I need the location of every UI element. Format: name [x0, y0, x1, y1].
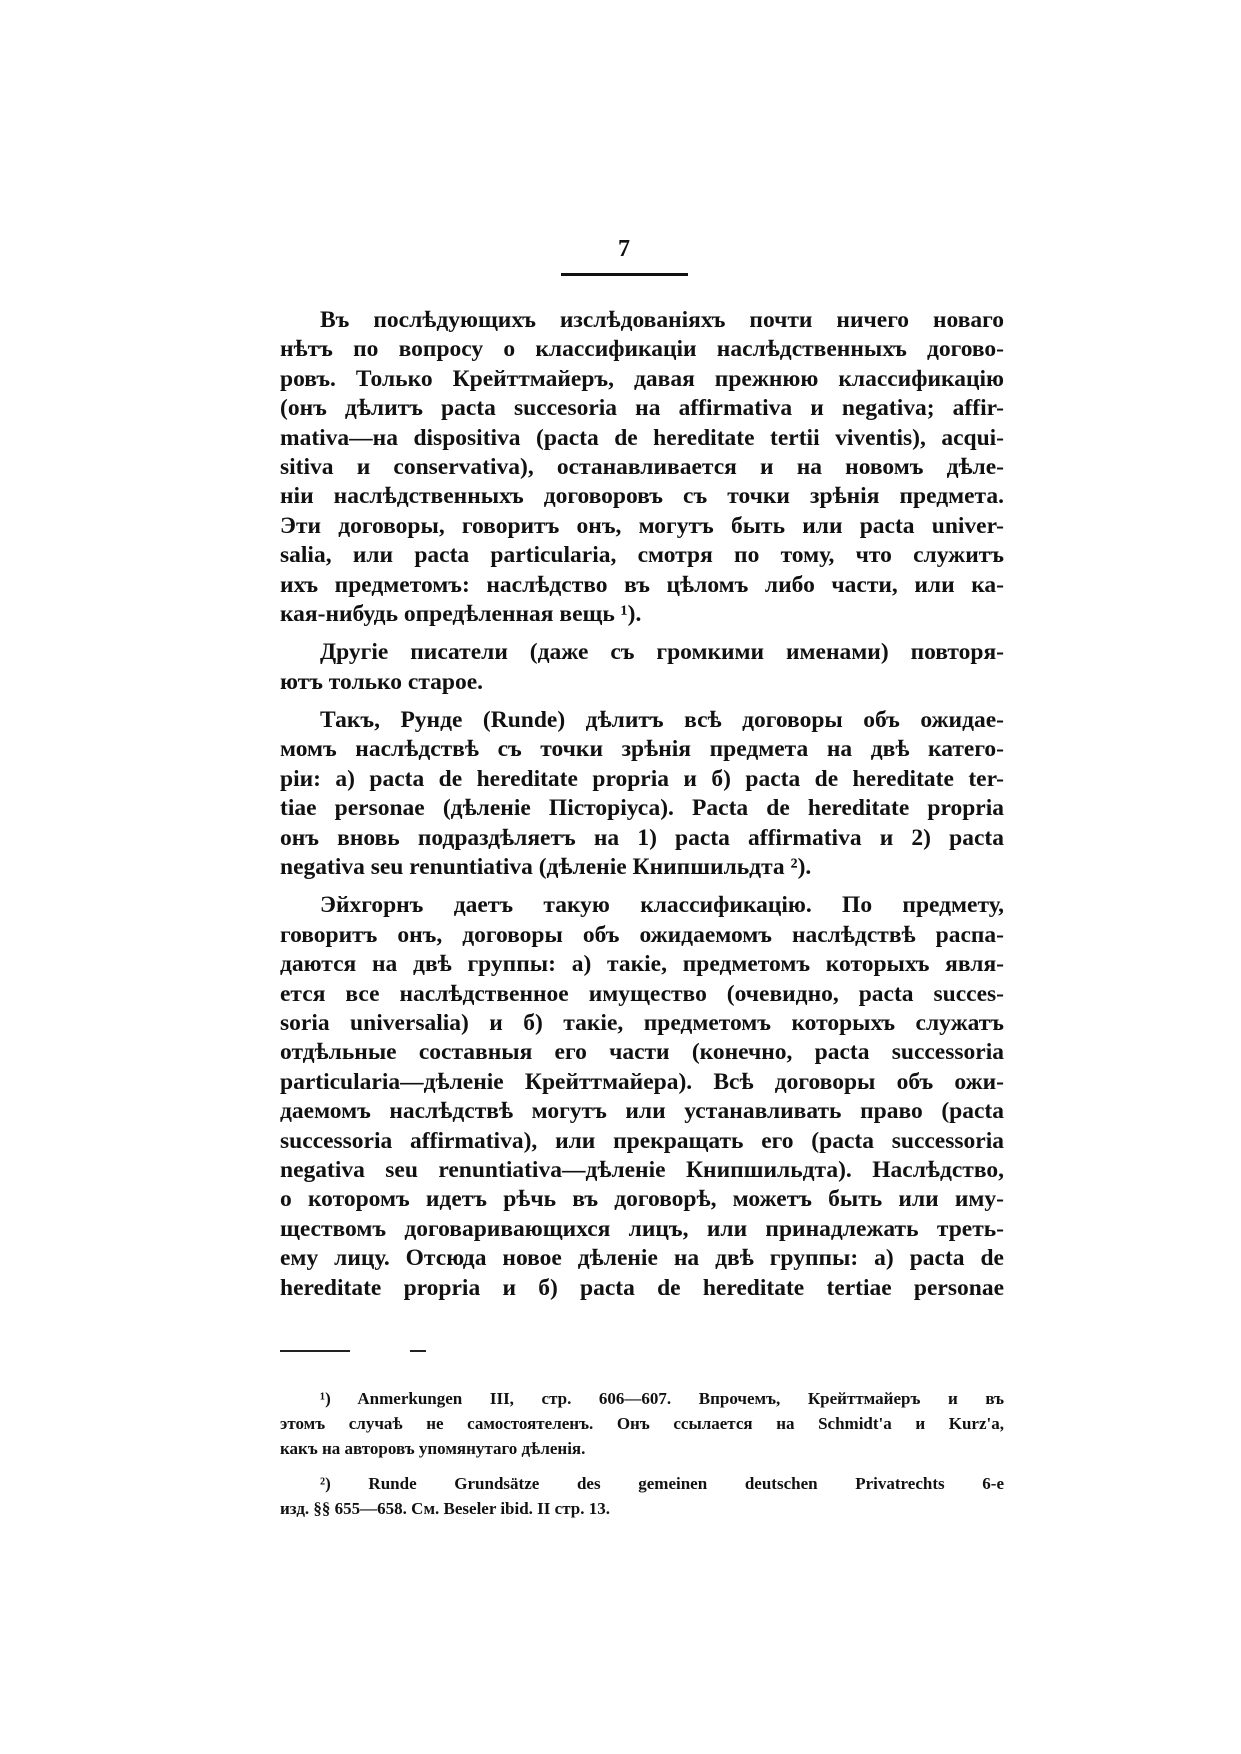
text-line: hereditate propria и б) pacta de hereditate tertiae personae: [280, 1274, 1004, 1301]
text-line: онъ вновь подраздѣляетъ на 1) pacta affirmativa и 2) pacta: [280, 824, 1004, 851]
text-line: sitiva и conservativa), останавливается и на новомъ дѣле-: [280, 453, 1004, 480]
text-line: даются на двѣ группы: а) такіе, предметомъ которыхъ явля-: [280, 951, 1004, 978]
text-line: negativa seu renuntiativa (дѣленіе Книпшильдта ²).: [280, 854, 812, 881]
text-line: момъ наслѣдствѣ съ точки зрѣнія предмета на двѣ катего-: [280, 736, 1004, 763]
footnote-line: этомъ случаѣ не самостоятеленъ. Онъ ссылается на Schmidt'a и Kurz'a,: [280, 1414, 1004, 1433]
text-line: о которомъ идетъ рѣчь въ договорѣ, можетъ быть или иму-: [280, 1186, 1004, 1213]
footnote-separator: [280, 1350, 440, 1352]
footnote-rule-segment: [280, 1350, 350, 1352]
page-number-rule: [561, 273, 688, 276]
text-line: Эти договоры, говоритъ онъ, могутъ быть или pacta univer-: [280, 512, 1004, 539]
text-line: ихъ предметомъ: наслѣдство въ цѣломъ либо части, или ка-: [280, 571, 1004, 598]
text-line: отдѣльные составныя его части (конечно, pacta successoria: [280, 1039, 1004, 1066]
text-line: negativa seu renuntiativa—дѣленіе Книпшильдта). Наслѣдство,: [280, 1156, 1004, 1183]
text-line: говоритъ онъ, договоры объ ожидаемомъ наслѣдствѣ распа-: [280, 921, 1004, 948]
text-line: (онъ дѣлитъ pacta succesoria на affirmativa и negativa; affir-: [280, 395, 1004, 422]
footnote-line: ¹) Anmerkungen III, стр. 606—607. Впрочемъ, Крейттмайеръ и въ: [320, 1389, 1004, 1408]
footnotes: [280, 1386, 1004, 1521]
text-line: ютъ только старое.: [280, 668, 484, 695]
text-line: ріи: а) pacta de hereditate propria и б) pacta de hereditate ter-: [280, 765, 1004, 792]
body-text: [280, 306, 1004, 1303]
footnote-line: изд. §§ 655—658. См. Beseler ibid. II стр. 13.: [280, 1499, 610, 1518]
footnote-rule-segment: [410, 1350, 426, 1352]
text-line: soria universalia) и б) такіе, предметомъ которыхъ служатъ: [280, 1009, 1004, 1036]
text-line: tiae personae (дѣленіе Пісторіуса). Pacta de hereditate propria: [280, 795, 1004, 822]
page-number: 7: [618, 236, 630, 262]
text-line: даемомъ наслѣдствѣ могутъ или устанавливать право (pacta: [280, 1098, 1004, 1125]
text-line: ровъ. Только Крейттмайеръ, давая прежнюю классификацію: [280, 365, 1004, 392]
text-line: Въ послѣдующихъ изслѣдованіяхъ почти ничего новаго: [320, 307, 1004, 333]
text-line: ніи наслѣдственныхъ договоровъ съ точки зрѣнія предмета.: [280, 483, 1004, 510]
text-line: successoria affirmativa), или прекращать его (pacta successoria: [280, 1127, 1004, 1154]
text-line: particularia—дѣленіе Крейттмайера). Всѣ договоры объ ожи-: [280, 1068, 1004, 1095]
footnote-line: какъ на авторовъ упомянутаго дѣленія.: [280, 1439, 586, 1458]
text-line: mativa—на dispositiva (pacta de hereditate tertii viventis), acqui-: [280, 424, 1004, 451]
text-line: ему лицу. Отсюда новое дѣленіе на двѣ группы: а) pacta de: [280, 1245, 1004, 1272]
text-line: ется все наслѣдственное имущество (очевидно, pacta succes-: [280, 980, 1004, 1007]
text-line: нѣтъ по вопросу о классификаціи наслѣдственныхъ догово-: [280, 336, 1004, 363]
text-line: Другіе писатели (даже съ громкими именами) повторя-: [320, 639, 1004, 666]
footnote-line: ²) Runde Grundsätze des gemeinen deutschen Privatrechts 6-е: [320, 1474, 1004, 1493]
text-line: Такъ, Рунде (Runde) дѣлитъ всѣ договоры объ ожидае-: [320, 707, 1004, 734]
text-line: salia, или pacta particularia, смотря по тому, что служитъ: [280, 542, 1004, 569]
text-line: кая-нибудь опредѣленная вещь ¹).: [280, 600, 642, 627]
text-line: Эйхгорнъ даетъ такую классификацію. По предмету,: [320, 892, 1004, 919]
text-line: ществомъ договаривающихся лицъ, или принадлежать треть-: [280, 1215, 1004, 1242]
